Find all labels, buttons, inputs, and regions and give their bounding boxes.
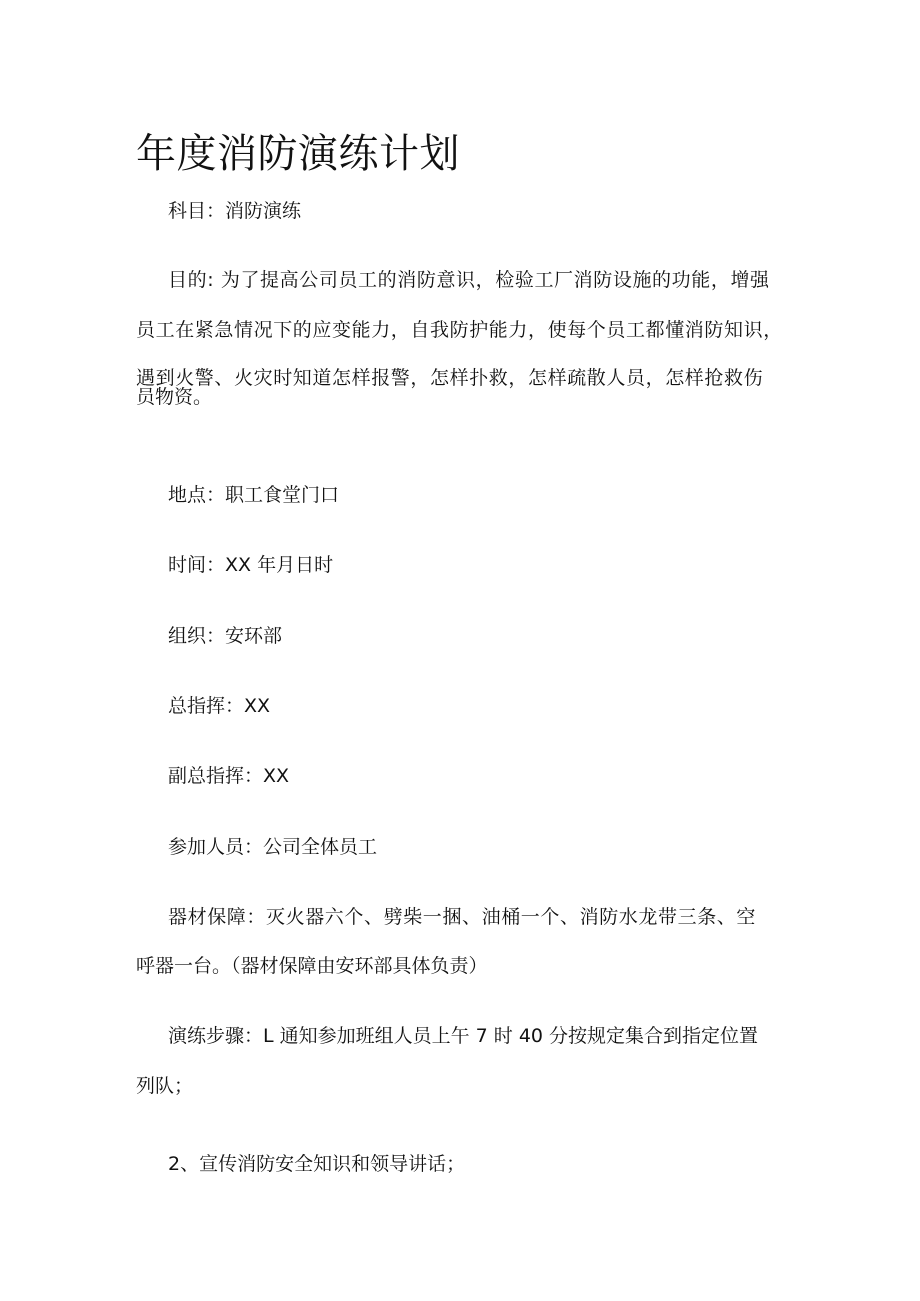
deputy-commander-line: 副总指挥：XX — [168, 765, 290, 787]
location-line: 地点：职工食堂门口 — [168, 484, 340, 506]
purpose-line-1: 目的: 为了提高公司员工的消防意识，检验工厂消防设施的功能，增强 — [168, 269, 770, 291]
document-title: 年度消防演练计划 — [136, 131, 460, 177]
subject-line: 科目：消防演练 — [168, 200, 302, 222]
steps-line-2: 列队； — [136, 1075, 194, 1097]
time-line: 时间：XX 年月日时 — [168, 554, 334, 576]
purpose-line-2: 员工在紧急情况下的应变能力，自我防护能力，使每个员工都懂消防知识， — [136, 319, 783, 341]
steps-item-2: 2、宣传消防安全知识和领导讲话； — [168, 1153, 466, 1175]
steps-line-1: 演练步骤：L 通知参加班组人员上午 7 时 40 分按规定集合到指定位置 — [168, 1025, 759, 1047]
purpose-line-3: 遇到火警、火灾时知道怎样报警，怎样扑救，怎样疏散人员，怎样抢救伤 — [136, 367, 764, 389]
participants-line: 参加人员：公司全体员工 — [168, 836, 378, 858]
organizer-line: 组织：安环部 — [168, 625, 283, 647]
purpose-line-4: 员物资。 — [136, 386, 213, 408]
chief-commander-line: 总指挥：XX — [168, 695, 271, 717]
equipment-line-2: 呼器一台。（器材保障由安环部具体负责） — [136, 955, 488, 977]
equipment-line-1: 器材保障：灭火器六个、劈柴一捆、油桶一个、消防水龙带三条、空 — [168, 906, 757, 928]
